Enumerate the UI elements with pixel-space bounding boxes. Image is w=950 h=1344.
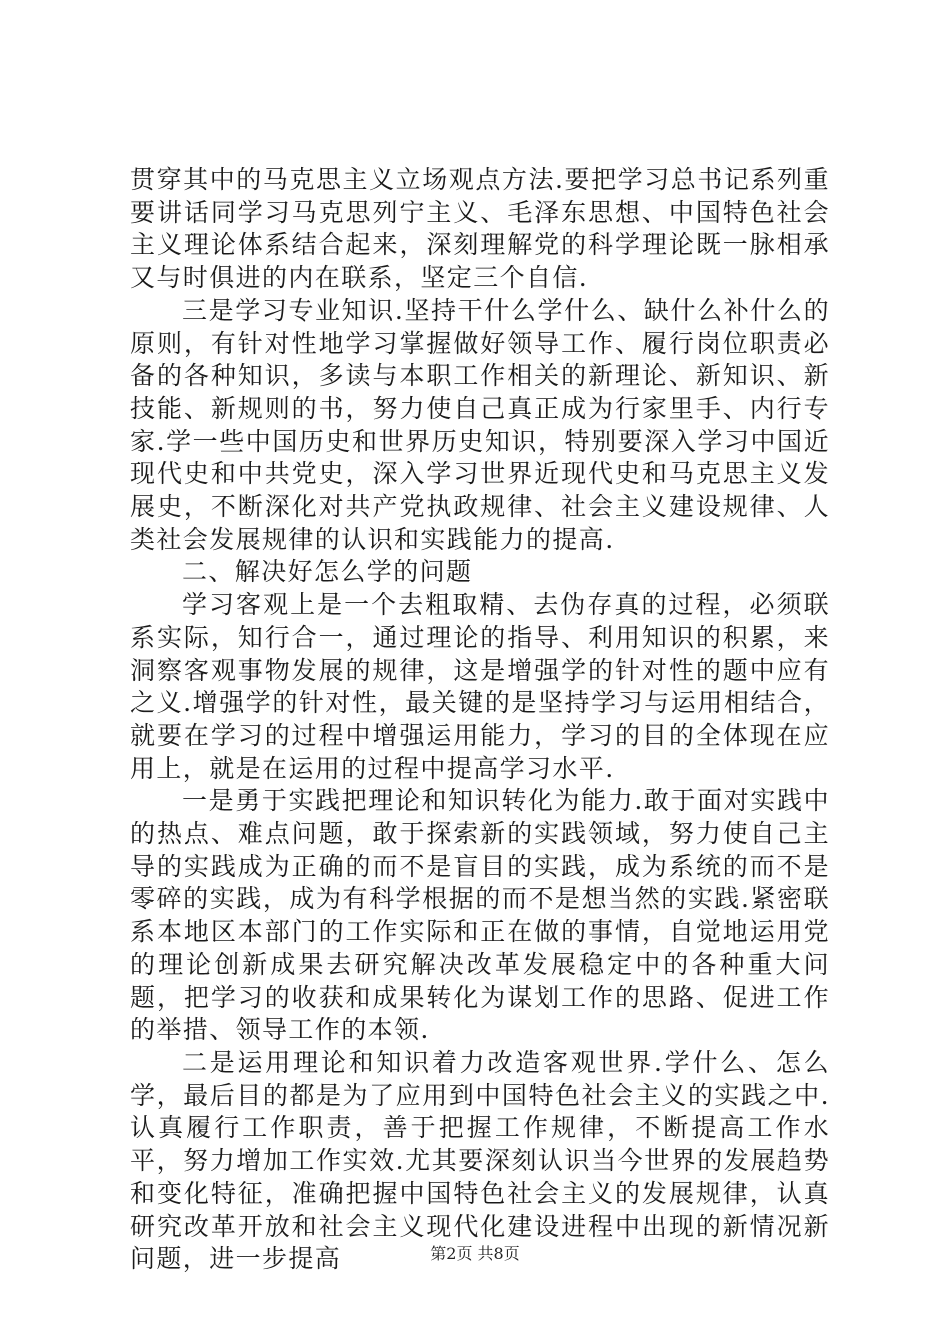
page-number-footer: 第2页 共8页 — [430, 1244, 520, 1263]
paragraph-practice-to-ability: 一是勇于实践把理论和知识转化为能力.敢于面对实践中的热点、难点问题，敢于探索新的实践领域，努力使自己主导的实践成为正确的而不是盲目的实践，成为系统的而不是零碎的实践，成为有科学根据的而不是想当然的实践.紧密联系本地区本部门的工作实际和正在做的事情，自觉地运用党的理论创新成果去研究解决改革发展稳定中的各种重大问题，把学习的收获和成果转化为谋划工作的思路、促进工作的举措、领导工作的本领. — [130, 786, 830, 1045]
paragraph-professional-knowledge: 三是学习专业知识.坚持干什么学什么、缺什么补什么的原则，有针对性地学习掌握做好领导工作、履行岗位职责必备的各种知识，多读与本职工作相关的新理论、新知识、新技能、新规则的书，努力使自己真正成为行家里手、内行专家.学一些中国历史和世界历史知识，特别要深入学习中国近现代史和中共党史，深入学习世界近现代史和马克思主义发展史，不断深化对共产党执政规律、社会主义建设规律、人类社会发展规律的认识和实践能力的提高. — [130, 295, 830, 554]
paragraph-learning-objective: 学习客观上是一个去粗取精、去伪存真的过程，必须联系实际，知行合一，通过理论的指导、利用知识的积累，来洞察客观事物发展的规律，这是增强学的针对性的题中应有之义.增强学的针对性，最关键的是坚持学习与运用相结合，就要在学习的过程中增强运用能力，学习的目的全体现在应用上，就是在运用的过程中提高学习水平. — [130, 590, 830, 783]
paragraph-continuation: 贯穿其中的马克思主义立场观点方法.要把学习总书记系列重要讲话同学习马克思列宁主义、毛泽东思想、中国特色社会主义理论体系结合起来，深刻理解党的科学理论既一脉相承又与时俱进的内在联系，坚定三个自信. — [130, 165, 830, 293]
paragraph-transform-world: 二是运用理论和知识着力改造客观世界.学什么、怎么学，最后目的都是为了应用到中国特色社会主义的实践之中.认真履行工作职责，善于把握工作规律，不断提高工作水平，努力增加工作实效.尤其要深刻认识当今世界的发展趋势和变化特征，准确把握中国特色社会主义的发展规律，认真研究改革开放和社会主义现代化建设进程中出现的新情况新问题，进一步提高 — [130, 1047, 830, 1274]
section-heading-how-to-learn: 二、解决好怎么学的问题 — [182, 557, 473, 587]
body-text — [130, 164, 830, 1276]
